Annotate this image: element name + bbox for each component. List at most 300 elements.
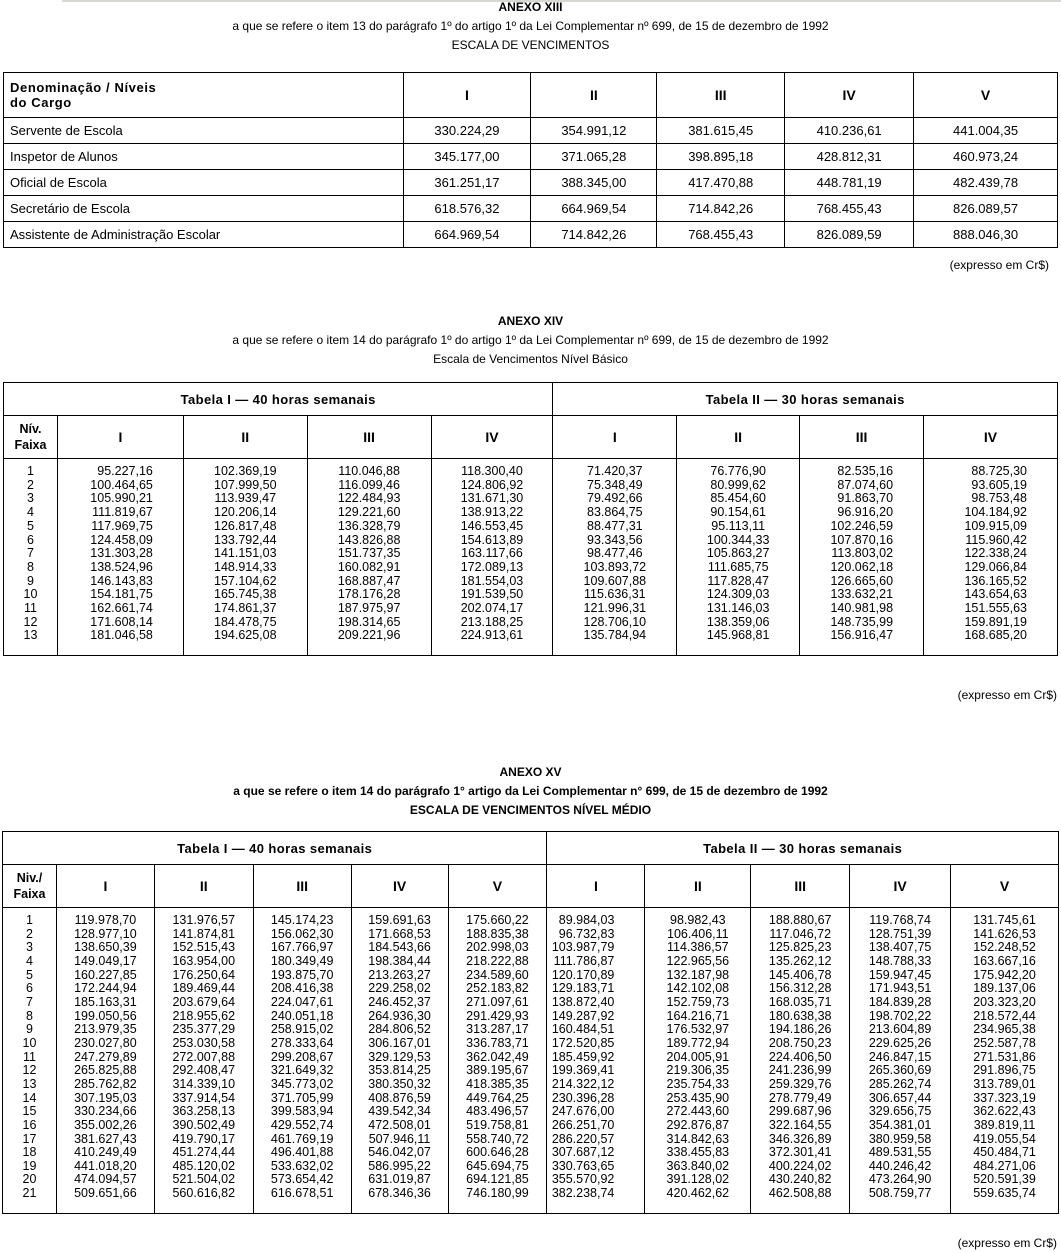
salary-value: 129.221,60 (337, 505, 401, 520)
salary-value: 213.979,35 (74, 1022, 137, 1037)
salary-value: 272.443,60 (666, 1104, 730, 1119)
tabela2-column (751, 908, 850, 1214)
salary-value: 313.287,17 (466, 1022, 529, 1037)
salary-value: 146.553,45 (460, 518, 524, 533)
salary-value: 264.936,30 (368, 1008, 431, 1023)
table-row (4, 144, 1058, 170)
salary-value: 224.913,61 (460, 628, 524, 643)
salary-value: 559.635,74 (973, 1186, 1036, 1201)
salary-value: 520.591,39 (973, 1172, 1036, 1187)
salary-value: 329.656,75 (868, 1104, 932, 1119)
salary-value: 521.504,02 (172, 1172, 236, 1187)
salary-value: 380.350,32 (368, 1076, 431, 1091)
salary-value: 198.702,22 (868, 1008, 932, 1023)
faixa-number: 12 (22, 1063, 37, 1078)
salary-value: 461.769,19 (270, 1131, 334, 1146)
salary-value: 252.183,82 (466, 981, 529, 996)
salary-value: 235.754,33 (666, 1076, 730, 1091)
salary-value: 117.969,75 (91, 518, 153, 533)
salary-value: 247.279,89 (74, 1049, 137, 1064)
salary-value: 484.271,06 (973, 1158, 1036, 1173)
salary-cell: 664.969,54 (403, 222, 531, 248)
salary-value: 472.508,01 (368, 1117, 431, 1132)
salary-value: 678.346,36 (368, 1186, 431, 1201)
tabela2-column (924, 459, 1058, 656)
faixa-number: 11 (23, 601, 37, 616)
salary-value: 429.552,74 (270, 1117, 334, 1132)
salary-value: 178.176,28 (337, 587, 401, 602)
faixa-number: 1 (26, 464, 34, 478)
salary-value: 163.954,00 (172, 953, 236, 968)
salary-value: 168.887,47 (337, 573, 401, 588)
faixa-number: 4 (26, 505, 34, 520)
faixa-number: 13 (23, 628, 38, 643)
tabela1-column (448, 908, 547, 1214)
salary-value: 103.987,79 (551, 940, 615, 955)
salary-value: 219.306,35 (666, 1063, 730, 1078)
salary-value: 80.999,62 (710, 477, 766, 492)
salary-value: 694.121,85 (466, 1172, 529, 1187)
anexo-xiv-header (0, 312, 1061, 369)
anexo-xv-title: ANEXO XV (499, 765, 562, 779)
salary-value: 362.622,43 (973, 1104, 1036, 1119)
salary-value: 449.764,25 (466, 1090, 529, 1105)
salary-value: 265.360,69 (868, 1063, 932, 1078)
salary-cell: 768.455,43 (657, 222, 785, 248)
faixa-number: 10 (23, 587, 38, 602)
salary-value: 202.998,03 (466, 940, 529, 955)
salary-value: 93.343,56 (587, 532, 643, 547)
faixa-number: 11 (22, 1049, 36, 1064)
salary-value: 345.773,02 (270, 1076, 334, 1091)
salary-value: 560.616,82 (172, 1186, 236, 1201)
faixa-number: 15 (22, 1104, 37, 1119)
salary-value: 329.129,53 (368, 1049, 431, 1064)
denominacao-label: Denominação / Níveis (10, 80, 157, 95)
tabela2-level-header: I (553, 416, 677, 459)
salary-value: 330.763,65 (551, 1158, 615, 1173)
salary-value: 631.019,87 (368, 1172, 431, 1187)
faixa-number: 14 (22, 1090, 37, 1105)
level-header: I (403, 73, 531, 118)
salary-value: 291.429,93 (466, 1008, 529, 1023)
cargo-name: Assistente de Administração Escolar (4, 222, 404, 248)
salary-value: 176.250,64 (172, 967, 236, 982)
salary-value: 400.224,02 (768, 1158, 832, 1173)
salary-value: 105.863,27 (706, 546, 770, 561)
salary-value: 408.876,59 (368, 1090, 431, 1105)
salary-value: 129.066,84 (964, 559, 1027, 574)
faixa-number: 9 (25, 1022, 33, 1037)
salary-value: 204.005,91 (666, 1049, 730, 1064)
salary-value: 533.632,02 (270, 1158, 334, 1173)
faixa-label: Faixa (13, 887, 46, 901)
anexo-xv-subtitle: a que se refere o item 14 do parágrafo 1° artigo da Lei Complementar n° 699, de 15 de dezembro de 1992 (233, 784, 828, 798)
salary-value: 171.943,51 (868, 981, 932, 996)
salary-value: 253.030,58 (172, 1035, 236, 1050)
salary-value: 420.462,62 (666, 1186, 730, 1201)
faixa-column (3, 908, 57, 1214)
tabela2-level-header: III (751, 865, 850, 908)
salary-value: 96.916,20 (837, 505, 894, 520)
salary-value: 336.783,71 (466, 1035, 529, 1050)
salary-value: 199.369,41 (551, 1063, 615, 1078)
salary-value: 138.407,75 (868, 940, 932, 955)
salary-value: 418.385,35 (466, 1076, 529, 1091)
anexo-xiii-header (0, 0, 1061, 55)
salary-value: 600.646,28 (466, 1145, 529, 1160)
salary-cell: 618.576,32 (403, 196, 531, 222)
salary-value: 133.792,44 (214, 532, 277, 547)
salary-cell: 345.177,00 (403, 144, 531, 170)
salary-value: 410.249,49 (74, 1145, 137, 1160)
salary-value: 89.984,03 (558, 913, 615, 927)
salary-value: 148.788,33 (868, 953, 932, 968)
salary-value: 451.274,44 (172, 1145, 236, 1160)
anexo-xv-header (0, 763, 1061, 820)
anexo-xv-currency-note: (expresso em Cr$) (957, 1236, 1057, 1250)
salary-value: 307.687,12 (551, 1145, 615, 1160)
salary-value: 154.613,89 (460, 532, 524, 547)
tabela1-column (57, 459, 183, 656)
salary-value: 168.035,71 (768, 994, 832, 1009)
salary-value: 185.163,31 (74, 994, 137, 1009)
salary-value: 105.990,21 (90, 491, 153, 506)
salary-value: 573.654,42 (270, 1172, 334, 1187)
salary-value: 441.018,20 (74, 1158, 137, 1173)
cargo-name: Servente de Escola (4, 118, 404, 144)
salary-value: 131.671,30 (460, 491, 524, 506)
salary-value: 104.184,92 (964, 505, 1027, 520)
cargo-name: Inspetor de Alunos (4, 144, 404, 170)
salary-cell: 410.236,61 (785, 118, 914, 144)
salary-cell: 768.455,43 (785, 196, 914, 222)
salary-value: 213.188,25 (460, 614, 524, 629)
salary-value: 208.416,38 (270, 981, 334, 996)
salary-value: 88.725,30 (971, 464, 1027, 478)
salary-value: 118.300,40 (461, 464, 523, 478)
salary-value: 98.753,48 (971, 491, 1027, 506)
salary-value: 152.515,43 (172, 940, 236, 955)
salary-value: 149.287,92 (551, 1008, 615, 1023)
salary-value: 120.062,18 (830, 559, 894, 574)
salary-value: 299.687,96 (768, 1104, 832, 1119)
salary-value: 209.221,96 (337, 628, 401, 643)
salary-value: 138.524,96 (90, 559, 153, 574)
salary-value: 189.772,94 (666, 1035, 730, 1050)
salary-value: 129.183,71 (551, 981, 615, 996)
salary-value: 213.263,27 (368, 967, 431, 982)
salary-value: 132.187,98 (666, 967, 730, 982)
anexo-xiv-group-row (4, 383, 1058, 416)
salary-value: 271.531,86 (973, 1049, 1036, 1064)
salary-value: 229.258,02 (368, 981, 431, 996)
salary-value: 172.089,13 (460, 559, 524, 574)
tabela2-column (800, 459, 924, 656)
anexo-xiii-subtitle: a que se refere o item 13 do parágrafo 1º do artigo 1º da Lei Complementar nº 699, de 15 de dezembro de 1992 (232, 19, 829, 33)
faixa-number: 6 (26, 532, 34, 547)
salary-value: 586.995,22 (368, 1158, 431, 1173)
salary-value: 168.685,20 (964, 628, 1027, 643)
salary-cell: 714.842,26 (657, 196, 785, 222)
salary-cell: 826.089,59 (785, 222, 914, 248)
faixa-number: 20 (22, 1172, 37, 1187)
salary-value: 253.435,90 (666, 1090, 730, 1105)
faixa-number: 2 (25, 926, 33, 941)
salary-value: 218.572,44 (973, 1008, 1036, 1023)
salary-value: 120.170,89 (551, 967, 615, 982)
tabela2-column (677, 459, 800, 656)
salary-value: 160.082,91 (337, 559, 401, 574)
salary-value: 234.965,38 (973, 1022, 1036, 1037)
faixa-number: 7 (26, 546, 34, 561)
salary-value: 193.875,70 (270, 967, 334, 982)
tabela2-level-header: II (677, 416, 800, 459)
level-header: III (657, 73, 785, 118)
salary-cell: 428.812,31 (785, 144, 914, 170)
salary-value: 145.406,78 (768, 967, 832, 982)
tabela1-level-header: I (56, 865, 154, 908)
salary-value: 306.657,44 (868, 1090, 932, 1105)
salary-value: 234.589,60 (466, 967, 529, 982)
salary-value: 120.206,14 (214, 505, 277, 520)
salary-value: 363.840,02 (666, 1158, 730, 1173)
salary-value: 91.863,70 (837, 491, 894, 506)
salary-value: 189.137,06 (973, 981, 1036, 996)
salary-value: 462.508,88 (768, 1186, 832, 1201)
salary-value: 71.420,37 (587, 464, 643, 478)
salary-value: 313.789,01 (973, 1076, 1036, 1091)
faixa-number: 7 (25, 994, 33, 1009)
salary-value: 191.539,50 (460, 587, 524, 602)
faixa-number: 13 (22, 1076, 37, 1091)
salary-value: 187.975,97 (337, 601, 401, 616)
salary-value: 145.968,81 (706, 628, 770, 643)
salary-value: 181.554,03 (460, 573, 524, 588)
anexo-xiv-title: ANEXO XIV (497, 314, 564, 328)
anexo-xv-table (2, 831, 1059, 1214)
tabela1-column (154, 908, 253, 1214)
anexo-xiv-table (3, 382, 1058, 656)
salary-value: 241.236,99 (768, 1063, 832, 1078)
salary-value: 509.651,66 (74, 1186, 137, 1201)
salary-value: 115.636,31 (584, 587, 646, 602)
faixa-number: 5 (25, 967, 33, 982)
salary-value: 246.847,15 (868, 1049, 932, 1064)
salary-value: 363.258,13 (172, 1104, 236, 1119)
salary-value: 321.649,32 (270, 1063, 334, 1078)
salary-value: 172.520,85 (551, 1035, 615, 1050)
denominacao-header (4, 73, 404, 118)
salary-value: 111.819,67 (92, 505, 153, 520)
salary-value: 162.661,74 (90, 601, 153, 616)
salary-value: 140.981,98 (830, 601, 894, 616)
tabela2-level-header: I (547, 865, 645, 908)
salary-value: 95.227,16 (97, 464, 153, 478)
tabela2-column (850, 908, 951, 1214)
salary-value: 131.976,57 (172, 913, 236, 927)
faixa-number: 19 (22, 1158, 37, 1173)
salary-value: 198.384,44 (368, 953, 431, 968)
anexo-xiv-heading: Escala de Vencimentos Nível Básico (433, 352, 628, 366)
salary-value: 160.227,85 (74, 967, 137, 982)
salary-value: 141.874,81 (172, 926, 236, 941)
salary-cell: 826.089,57 (914, 196, 1058, 222)
salary-value: 95.113,11 (711, 518, 766, 533)
salary-value: 439.542,34 (368, 1104, 431, 1119)
salary-value: 149.049,17 (74, 953, 137, 968)
salary-value: 119.978,70 (74, 913, 137, 927)
salary-value: 160.484,51 (551, 1022, 615, 1037)
salary-value: 111.685,75 (707, 559, 769, 574)
salary-value: 362.042,49 (466, 1049, 529, 1064)
salary-value: 180.349,49 (270, 953, 334, 968)
salary-value: 106.406,11 (667, 926, 729, 941)
faixa-number: 8 (26, 559, 34, 574)
faixa-number: 4 (25, 953, 33, 968)
salary-value: 128.751,39 (868, 926, 932, 941)
salary-value: 148.914,33 (214, 559, 277, 574)
faixa-number: 6 (25, 981, 33, 996)
salary-value: 380.959,58 (868, 1131, 932, 1146)
salary-value: 174.861,37 (214, 601, 277, 616)
tabela2-column (547, 908, 645, 1214)
salary-value: 109.915,09 (964, 518, 1027, 533)
salary-value: 98.477,46 (587, 546, 643, 561)
salary-value: 79.492,66 (587, 491, 643, 506)
salary-value: 198.314,65 (337, 614, 401, 629)
salary-value: 188.880,67 (768, 913, 832, 927)
salary-cell: 354.991,12 (531, 118, 657, 144)
tabela-i-header: Tabela I — 40 horas semanais (3, 832, 547, 865)
salary-value: 184.478,75 (214, 614, 277, 629)
niv-faixa-header (3, 865, 57, 908)
salary-value: 259.329,76 (768, 1076, 832, 1091)
salary-value: 330.234,66 (74, 1104, 137, 1119)
table-row (4, 118, 1058, 144)
salary-value: 184.543,66 (368, 940, 431, 955)
salary-cell: 371.065,28 (531, 144, 657, 170)
salary-value: 143.826,88 (337, 532, 401, 547)
salary-value: 299.208,67 (270, 1049, 334, 1064)
salary-value: 214.322,12 (551, 1076, 615, 1091)
salary-value: 136.328,79 (337, 518, 401, 533)
salary-value: 519.758,81 (466, 1117, 529, 1132)
salary-value: 109.607,88 (583, 573, 647, 588)
salary-cell: 888.046,30 (914, 222, 1058, 248)
salary-cell: 381.615,45 (657, 118, 785, 144)
salary-value: 229.625,26 (868, 1035, 932, 1050)
salary-value: 131.745,61 (973, 913, 1036, 927)
tabela1-level-header: II (154, 865, 253, 908)
salary-value: 189.469,44 (172, 981, 236, 996)
salary-value: 292.876,87 (666, 1117, 730, 1132)
level-header: V (914, 73, 1058, 118)
salary-value: 113.803,02 (831, 546, 894, 561)
salary-value: 247.676,00 (551, 1104, 615, 1119)
salary-value: 117.046,72 (769, 926, 832, 941)
salary-value: 485.120,02 (172, 1158, 236, 1173)
tabela1-level-header: III (307, 416, 431, 459)
tabela2-level-header: V (951, 865, 1059, 908)
level-header: IV (785, 73, 914, 118)
salary-value: 508.759,77 (868, 1186, 932, 1201)
salary-value: 107.999,50 (214, 477, 277, 492)
anexo-xiii-title: ANEXO XIII (498, 0, 563, 14)
salary-value: 616.678,51 (270, 1186, 334, 1201)
salary-value: 131.146,03 (706, 601, 770, 616)
salary-value: 285.762,82 (74, 1076, 137, 1091)
salary-cell: 330.224,29 (403, 118, 531, 144)
salary-value: 159.691,63 (368, 913, 431, 927)
salary-value: 175.660,22 (466, 913, 529, 927)
tabela2-level-header: III (800, 416, 924, 459)
salary-value: 355.002,26 (74, 1117, 137, 1132)
salary-value: 371.705,99 (270, 1090, 334, 1105)
faixa-number: 2 (26, 477, 34, 492)
salary-value: 338.455,83 (666, 1145, 730, 1160)
salary-value: 156.916,47 (830, 628, 894, 643)
tabela1-column (253, 908, 351, 1214)
salary-value: 122.965,56 (666, 953, 730, 968)
cargo-name: Secretário de Escola (4, 196, 404, 222)
salary-value: 382.238,74 (551, 1186, 615, 1201)
salary-value: 278.779,49 (768, 1090, 832, 1105)
salary-value: 440.246,42 (868, 1158, 932, 1173)
salary-value: 372.301,41 (768, 1145, 832, 1160)
salary-value: 156.312,28 (768, 981, 832, 996)
anexo-xiii-table (3, 72, 1058, 248)
faixa-number: 3 (25, 940, 33, 955)
denominacao-label-2: do Cargo (10, 95, 72, 110)
salary-value: 337.914,54 (172, 1090, 236, 1105)
salary-value: 202.074,17 (460, 601, 524, 616)
salary-value: 125.825,23 (768, 940, 832, 955)
salary-value: 246.452,37 (368, 994, 431, 1009)
anexo-xv-level-row (3, 865, 1059, 908)
faixa-number: 21 (22, 1186, 37, 1201)
salary-value: 136.165,52 (964, 573, 1027, 588)
salary-value: 131.303,28 (90, 546, 153, 561)
tabela1-level-header: II (183, 416, 307, 459)
salary-value: 199.050,56 (74, 1008, 137, 1023)
salary-value: 285.262,74 (868, 1076, 932, 1091)
salary-value: 389.819,11 (973, 1117, 1036, 1132)
niv-faixa-header (4, 416, 58, 459)
salary-cell: 398.895,18 (657, 144, 785, 170)
salary-value: 163.667,16 (973, 953, 1036, 968)
salary-value: 252.587,78 (973, 1035, 1036, 1050)
faixa-number: 16 (22, 1117, 37, 1132)
tabela-ii-header: Tabela II — 30 horas semanais (553, 383, 1058, 416)
salary-value: 391.128,02 (666, 1172, 730, 1187)
salary-value: 203.323,20 (973, 994, 1036, 1009)
salary-value: 171.668,53 (368, 926, 431, 941)
anexo-xiii-header-row (4, 73, 1058, 118)
salary-value: 76.776,90 (710, 464, 766, 478)
salary-value: 151.737,35 (337, 546, 401, 561)
anexo-xiii-heading: ESCALA DE VENCIMENTOS (451, 38, 610, 52)
salary-value: 121.996,31 (583, 601, 647, 616)
salary-value: 163.117,66 (461, 546, 523, 561)
salary-cell: 361.251,17 (403, 170, 531, 196)
salary-value: 135.262,12 (768, 953, 832, 968)
salary-value: 83.864,75 (587, 505, 643, 520)
salary-value: 172.244,94 (74, 981, 137, 996)
salary-value: 114.386,57 (667, 940, 729, 955)
salary-value: 143.654,63 (964, 587, 1027, 602)
salary-value: 230.396,28 (551, 1090, 615, 1105)
